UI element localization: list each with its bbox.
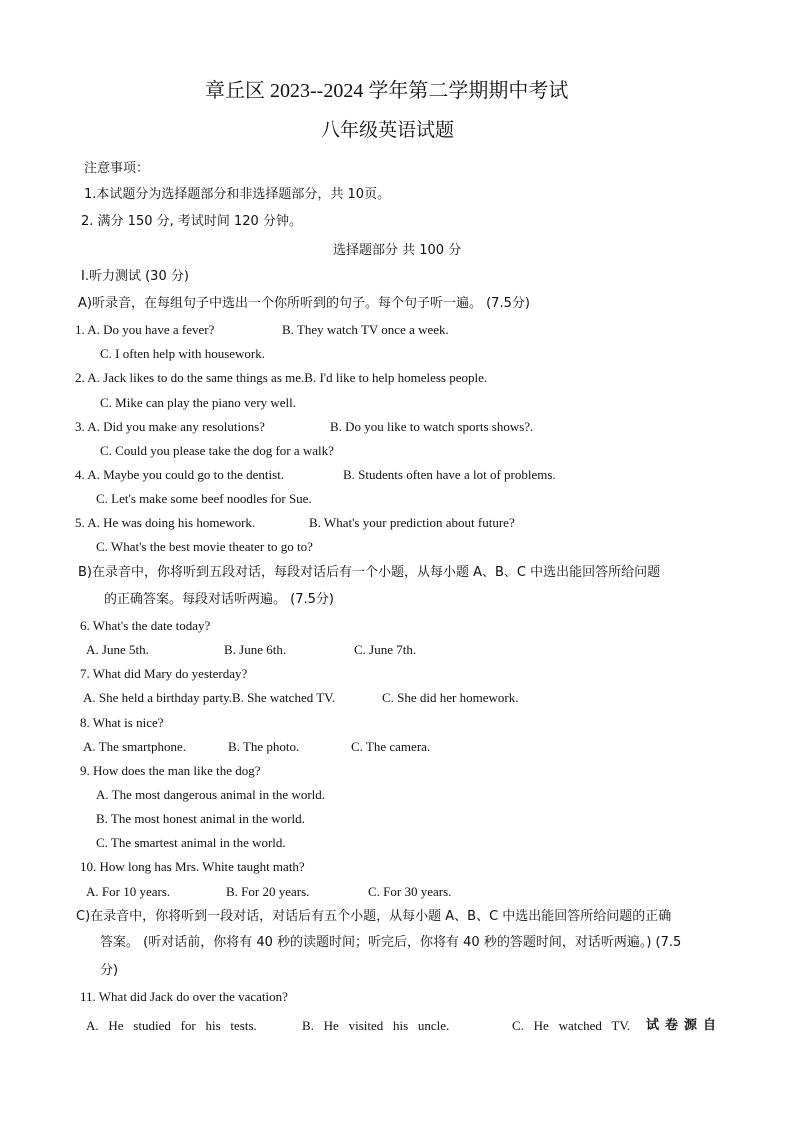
q9-option-b: B. The most honest animal in the world. (96, 811, 305, 826)
q10-question: 10. How long has Mrs. White taught math? (80, 859, 305, 874)
q8-option-a: A. The smartphone. (83, 739, 187, 754)
q2-option-c: C. Mike can play the piano very well. (100, 395, 297, 410)
q7-question: 7. What did Mary do yesterday? (80, 666, 248, 681)
section-heading-listening: I.听力测试 (30 分) (81, 269, 189, 284)
q1-option-a: 1. A. Do you have a fever? (75, 322, 215, 337)
q9-option-c: C. The smartest animal in the world. (96, 835, 286, 850)
q8-question: 8. What is nice? (80, 715, 164, 730)
q1-option-b: B. They watch TV once a week. (282, 322, 449, 337)
q7-option-c: C. She did her homework. (382, 690, 519, 705)
source-watermark-text: 试卷源自 (646, 1018, 723, 1033)
q11-option-c: C. He watched TV. (512, 1018, 631, 1033)
q8-option-b: B. The photo. (228, 739, 300, 754)
q4-option-b: B. Students often have a lot of problems. (343, 467, 556, 482)
q9-option-a: A. The most dangerous animal in the world. (96, 787, 326, 802)
q11-option-a: A. He studied for his tests. (86, 1018, 257, 1033)
section-a-instruction: A)听录音，在每组句子中选出一个你所听到的句子。每个句子听一遍。 (7.5分) (78, 296, 530, 311)
q3-option-a: 3. A. Did you make any resolutions? (75, 419, 265, 434)
q7-options-ab: A. She held a birthday party.B. She watched TV. (83, 690, 336, 705)
q6-option-a: A. June 5th. (86, 642, 149, 657)
q6-option-b: B. June 6th. (224, 642, 287, 657)
section-b-instruction-line2: 的正确答案。每段对话听两遍。 (7.5分) (104, 592, 334, 607)
exam-subtitle: 八年级英语试题 (321, 120, 455, 141)
section-c-instruction-line2: 答案。 (听对话前，你将有 40 秒的读题时间；听完后，你将有 40 秒的答题时间，对话听两遍。) (7.5 (100, 935, 682, 950)
q2-options-ab: 2. A. Jack likes to do the same things as me.B. I'd like to help homeless people. (75, 370, 488, 385)
section-b-instruction-line1: B)在录音中，你将听到五段对话，每段对话后有一个小题，从每小题 A、B、C 中选出能回答所给问题 (78, 565, 661, 580)
q5-option-a: 5. A. He was doing his homework. (75, 515, 256, 530)
q10-option-b: B. For 20 years. (226, 884, 310, 899)
q11-question: 11. What did Jack do over the vacation? (80, 989, 288, 1004)
q5-option-b: B. What's your prediction about future? (309, 515, 515, 530)
q5-option-c: C. What's the best movie theater to go to? (96, 539, 313, 554)
section-c-instruction-line1: C)在录音中，你将听到一段对话，对话后有五个小题，从每小题 A、B、C 中选出能回答所给问题的正确 (76, 909, 672, 924)
q10-option-c: C. For 30 years. (368, 884, 452, 899)
part-heading: 选择题部分 共 100 分 (333, 243, 462, 258)
note-2: 2. 满分 150 分, 考试时间 120 分钟。 (81, 214, 302, 229)
note-1: 1.本试题分为选择题部分和非选择题部分，共 10页。 (84, 187, 391, 202)
q4-option-c: C. Let's make some beef noodles for Sue. (96, 491, 312, 506)
q9-question: 9. How does the man like the dog? (80, 763, 261, 778)
q6-option-c: C. June 7th. (354, 642, 417, 657)
q4-option-a: 4. A. Maybe you could go to the dentist. (75, 467, 285, 482)
q11-option-b: B. He visited his uncle. (302, 1018, 450, 1033)
exam-title: 章丘区 2023--2024 学年第二学期期中考试 (205, 80, 569, 102)
q1-option-c: C. I often help with housework. (100, 346, 266, 361)
section-c-instruction-line3: 分) (100, 963, 119, 978)
q6-question: 6. What's the date today? (80, 618, 211, 633)
q3-option-b: B. Do you like to watch sports shows?. (330, 419, 534, 434)
q10-option-a: A. For 10 years. (86, 884, 171, 899)
q8-option-c: C. The camera. (351, 739, 431, 754)
notes-heading: 注意事项： (84, 161, 150, 176)
q3-option-c: C. Could you please take the dog for a walk? (100, 443, 334, 458)
